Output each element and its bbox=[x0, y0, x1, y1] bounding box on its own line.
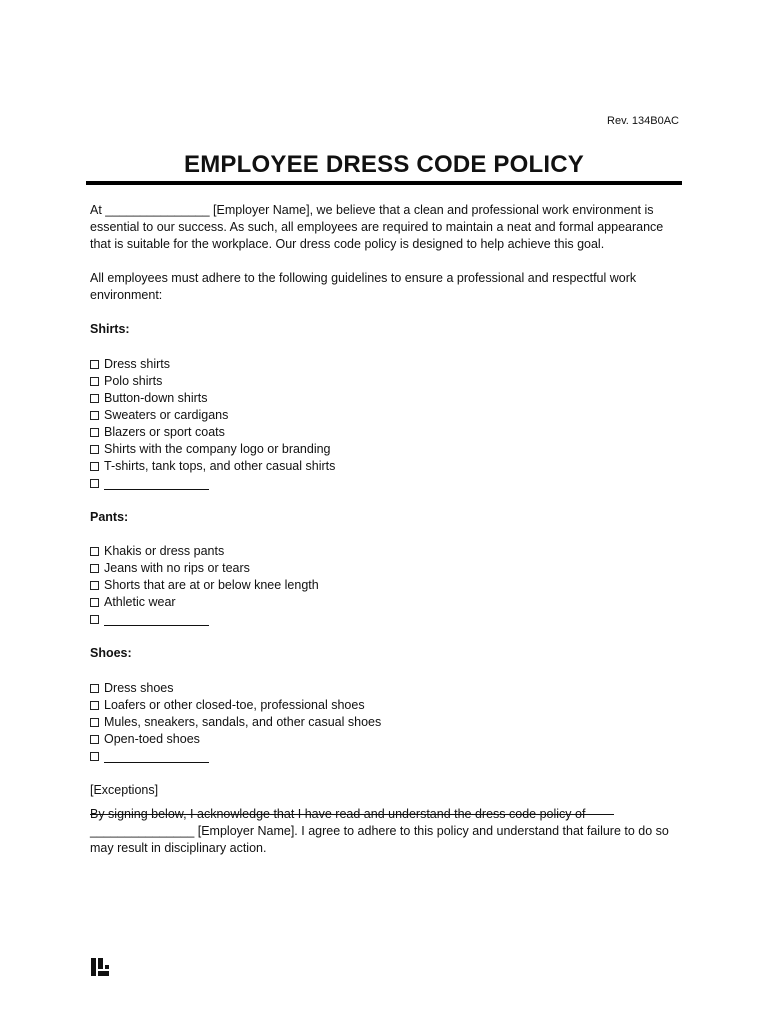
checkbox[interactable] bbox=[90, 564, 99, 573]
checklist-item bbox=[90, 577, 319, 594]
checklist-item-label: Sweaters or cardigans bbox=[104, 408, 229, 422]
revision-code: Rev. 134B0AC bbox=[607, 115, 679, 127]
checklist-item-label: T-shirts, tank tops, and other casual shirts bbox=[104, 459, 336, 473]
checkbox[interactable] bbox=[90, 701, 99, 710]
checklist-item-label: Blazers or sport coats bbox=[104, 425, 225, 439]
checkbox[interactable] bbox=[90, 377, 99, 386]
checklist-item-custom bbox=[90, 748, 381, 765]
checklist-item bbox=[90, 714, 381, 731]
checklist-item-label: Button-down shirts bbox=[104, 391, 208, 405]
checklist-item bbox=[90, 697, 381, 714]
checkbox[interactable] bbox=[90, 735, 99, 744]
checklist-item bbox=[90, 560, 319, 577]
shirts-heading: Shirts: bbox=[90, 322, 130, 336]
brand-logo-icon bbox=[90, 957, 110, 977]
shoes-heading: Shoes: bbox=[90, 646, 132, 660]
checklist-item-label: Polo shirts bbox=[104, 374, 163, 388]
exceptions-label: [Exceptions] bbox=[90, 783, 159, 797]
checklist-item-label: Mules, sneakers, sandals, and other casual shoes bbox=[104, 715, 382, 729]
title-divider bbox=[86, 181, 682, 185]
fill-in-blank[interactable] bbox=[104, 477, 209, 490]
checkbox[interactable] bbox=[90, 360, 99, 369]
checkbox[interactable] bbox=[90, 598, 99, 607]
checklist-item bbox=[90, 407, 335, 424]
checkbox[interactable] bbox=[90, 752, 99, 761]
checkbox[interactable] bbox=[90, 462, 99, 471]
checklist-item bbox=[90, 731, 381, 748]
fill-in-blank[interactable] bbox=[104, 613, 209, 626]
pants-checklist bbox=[90, 543, 319, 628]
checklist-item bbox=[90, 373, 335, 390]
checkbox[interactable] bbox=[90, 428, 99, 437]
checklist-item-custom bbox=[90, 475, 335, 492]
acknowledgement-paragraph: By signing below, I acknowledge that I have read and understand the dress code policy of _______________ [Employer Name]. I agree to adhere to this policy and understand that failure to do so may result in disciplinary action. bbox=[90, 807, 669, 855]
checklist-item bbox=[90, 543, 319, 560]
checklist-item-custom bbox=[90, 611, 319, 628]
checkbox[interactable] bbox=[90, 411, 99, 420]
checklist-item bbox=[90, 390, 335, 407]
checklist-item bbox=[90, 441, 335, 458]
fill-in-blank[interactable] bbox=[104, 750, 209, 763]
checkbox[interactable] bbox=[90, 615, 99, 624]
checklist-item-label: Athletic wear bbox=[104, 595, 176, 609]
checklist-item bbox=[90, 458, 335, 475]
checklist-item-label: Dress shirts bbox=[104, 357, 170, 371]
shoes-checklist bbox=[90, 680, 381, 765]
checkbox[interactable] bbox=[90, 718, 99, 727]
checkbox[interactable] bbox=[90, 547, 99, 556]
checklist-item-label: Open-toed shoes bbox=[104, 732, 200, 746]
checkbox[interactable] bbox=[90, 684, 99, 693]
checklist-item-label: Shirts with the company logo or branding bbox=[104, 442, 331, 456]
checklist-item-label: Khakis or dress pants bbox=[104, 544, 225, 558]
checklist-item bbox=[90, 356, 335, 373]
checkbox[interactable] bbox=[90, 479, 99, 488]
checkbox[interactable] bbox=[90, 445, 99, 454]
checklist-item-label: Shorts that are at or below knee length bbox=[104, 578, 319, 592]
guidelines-intro: All employees must adhere to the following guidelines to ensure a professional and respectful work environment: bbox=[90, 271, 637, 302]
checklist-item-label: Dress shoes bbox=[104, 681, 174, 695]
checklist-item bbox=[90, 680, 381, 697]
checklist-item bbox=[90, 594, 319, 611]
checkbox[interactable] bbox=[90, 394, 99, 403]
document-title: EMPLOYEE DRESS CODE POLICY bbox=[184, 151, 584, 178]
shirts-checklist bbox=[90, 356, 335, 492]
checklist-item-label: Loafers or other closed-toe, professional shoes bbox=[104, 698, 365, 712]
checklist-item-label: Jeans with no rips or tears bbox=[104, 561, 250, 575]
checklist-item bbox=[90, 424, 335, 441]
pants-heading: Pants: bbox=[90, 510, 129, 524]
checkbox[interactable] bbox=[90, 581, 99, 590]
intro-paragraph: At _______________ [Employer Name], we believe that a clean and professional work environment is essential to our success. As such, all employees are required to maintain a neat and formal appearance that is suitable for the workplace. Our dress code policy is designed to help achieve this goal. bbox=[90, 203, 664, 251]
